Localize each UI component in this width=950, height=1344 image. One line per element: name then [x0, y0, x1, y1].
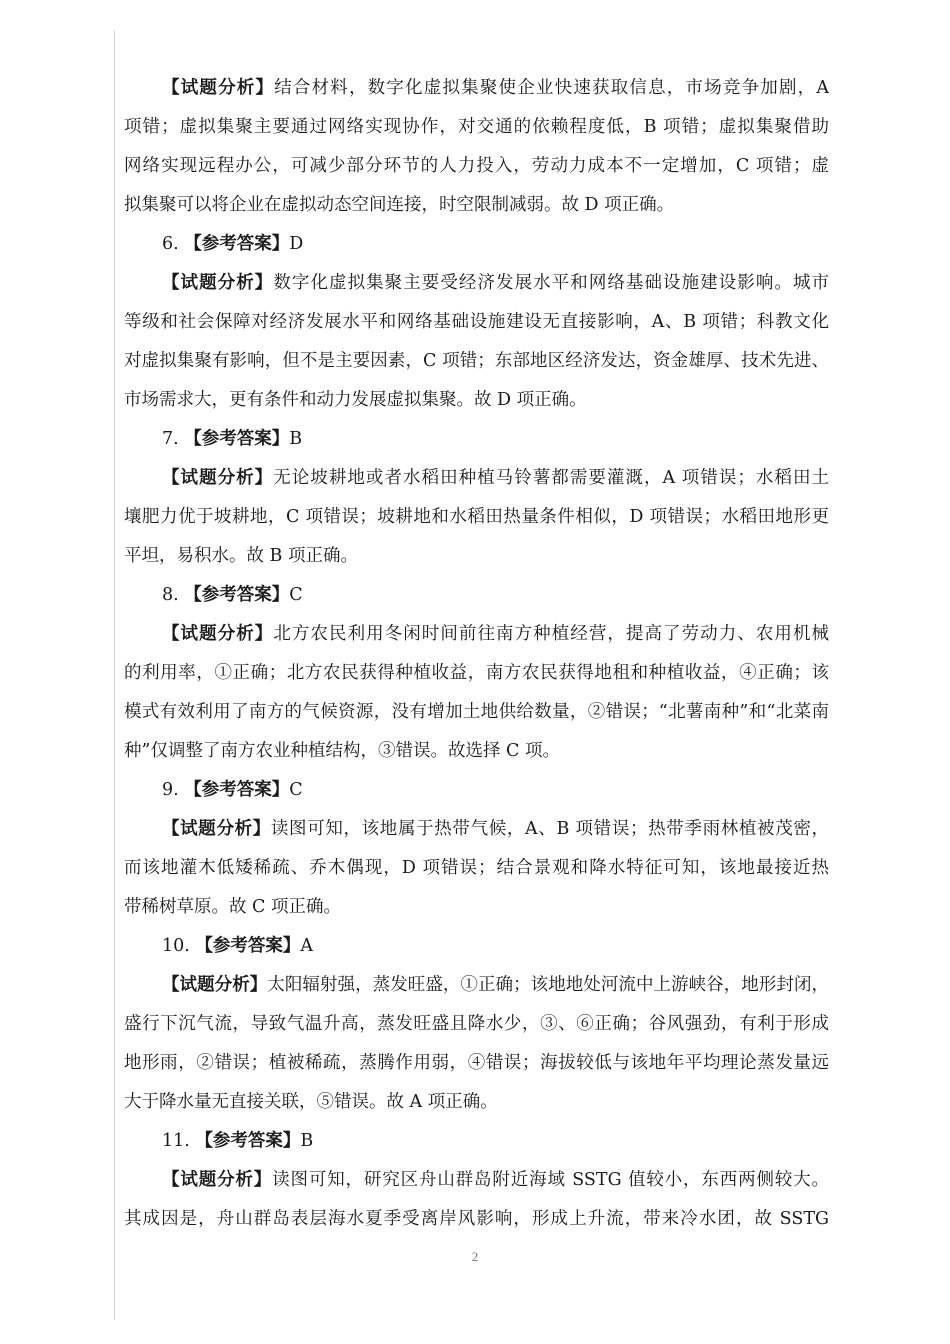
question-number: 9. [162, 780, 179, 800]
answer-line [124, 225, 829, 264]
answer-value: B [289, 429, 303, 449]
analysis-text: 地形雨，②错误；植被稀疏，蒸腾作用弱，④错误；海拔较低与该地年平均理论蒸发量远 [124, 1053, 829, 1073]
answer-line [124, 927, 829, 966]
analysis-line [124, 966, 829, 1005]
analysis-line [124, 459, 829, 498]
answer-value: C [289, 585, 303, 605]
analysis-text: 其成因是，舟山群岛表层海水夏季受离岸风影响，形成上升流，带来冷水团，故 SSTG [124, 1209, 829, 1229]
analysis-label: 【试题分析】 [162, 624, 274, 644]
analysis-text: 拟集聚可以将企业在虚拟动态空间连接，时空限制减弱。故 D 项正确。 [124, 195, 675, 215]
answer-line [124, 1122, 829, 1161]
analysis-text: 而该地灌木低矮稀疏、乔木偶现，D 项错误；结合景观和降水特征可知，该地最接近热 [124, 858, 829, 878]
question-number: 8. [162, 585, 179, 605]
analysis-text: 读图可知，研究区舟山群岛附近海域 SSTG 值较小，东西两侧较大。 [272, 1170, 829, 1190]
analysis-text: 盛行下沉气流，导致气温升高，蒸发旺盛且降水少，③、⑥正确；谷风强劲，有利于形成 [124, 1014, 829, 1034]
analysis-text: 壤肥力优于坡耕地，C 项错误；坡耕地和水稻田热量条件相似，D 项错误；水稻田地形更 [124, 507, 829, 527]
answer-label: 【参考答案】 [184, 429, 290, 449]
analysis-line [124, 732, 829, 771]
analysis-label: 【试题分析】 [162, 975, 268, 995]
question-number: 7. [162, 429, 179, 449]
analysis-line [124, 264, 829, 303]
analysis-text: 模式有效利用了南方的气候资源，没有增加土地供给数量，②错误；“北薯南种”和“北菜南 [124, 702, 829, 722]
analysis-text: 项错；虚拟集聚主要通过网络实现协作，对交通的依赖程度低，B 项错；虚拟集聚借助 [124, 117, 829, 137]
analysis-line [124, 693, 829, 732]
analysis-text: 等级和社会保障对经济发展水平和网络基础设施建设无直接影响，A、B 项错；科教文化 [124, 312, 829, 332]
analysis-text: 种”仅调整了南方农业种植结构，③错误。故选择 C 项。 [124, 741, 560, 761]
question-number: 10. [162, 936, 190, 956]
analysis-text: 大于降水量无直接关联，⑤错误。故 A 项正确。 [124, 1092, 498, 1112]
answer-label: 【参考答案】 [184, 780, 290, 800]
answer-label: 【参考答案】 [184, 234, 290, 254]
analysis-line [124, 849, 829, 888]
analysis-label: 【试题分析】 [162, 78, 275, 98]
analysis-label: 【试题分析】 [162, 1170, 273, 1190]
answer-label: 【参考答案】 [195, 1131, 301, 1151]
answer-analysis-content [124, 69, 829, 1239]
answer-label: 【参考答案】 [184, 585, 290, 605]
page-margin-line [114, 30, 115, 1320]
answer-line [124, 771, 829, 810]
analysis-text: 太阳辐射强，蒸发旺盛，①正确；该地地处河流中上游峡谷，地形封闭， [267, 975, 829, 995]
analysis-line [124, 888, 829, 927]
question-number: 6. [162, 234, 179, 254]
analysis-line [124, 147, 829, 186]
analysis-text: 对虚拟集聚有影响，但不是主要因素，C 项错；东部地区经济发达，资金雄厚、技术先进、 [124, 351, 829, 371]
analysis-label: 【试题分析】 [162, 819, 271, 839]
analysis-line [124, 537, 829, 576]
analysis-line [124, 615, 829, 654]
analysis-line [124, 342, 829, 381]
analysis-line [124, 1200, 829, 1239]
analysis-line [124, 381, 829, 420]
analysis-text: 读图可知，该地属于热带气候，A、B 项错误；热带季雨林植被茂密， [270, 819, 829, 839]
answer-value: C [289, 780, 303, 800]
analysis-line [124, 303, 829, 342]
analysis-line [124, 810, 829, 849]
analysis-text: 带稀树草原。故 C 项正确。 [124, 897, 342, 917]
answer-value: D [289, 234, 304, 254]
answer-value: B [300, 1131, 314, 1151]
analysis-text: 北方农民利用冬闲时间前往南方种植经营，提高了劳动力、农用机械 [273, 624, 829, 644]
analysis-label: 【试题分析】 [162, 273, 274, 293]
analysis-text: 网络实现远程办公，可减少部分环节的人力投入，劳动力成本不一定增加，C 项错；虚 [124, 156, 829, 176]
analysis-line [124, 186, 829, 225]
question-number: 11. [162, 1131, 190, 1151]
analysis-text: 平坦，易积水。故 B 项正确。 [124, 546, 358, 566]
analysis-text: 无论坡耕地或者水稻田种植马铃薯都需要灌溉，A 项错误；水稻田土 [273, 468, 829, 488]
answer-line [124, 576, 829, 615]
answer-label: 【参考答案】 [195, 936, 301, 956]
analysis-line [124, 1083, 829, 1122]
analysis-line [124, 1044, 829, 1083]
analysis-text: 的利用率，①正确；北方农民获得种植收益，南方农民获得地租和种植收益，④正确；该 [124, 663, 829, 683]
analysis-line [124, 1005, 829, 1044]
answer-value: A [300, 936, 314, 956]
analysis-line [124, 654, 829, 693]
analysis-text: 市场需求大，更有条件和动力发展虚拟集聚。故 D 项正确。 [124, 390, 587, 410]
analysis-text: 数字化虚拟集聚主要受经济发展水平和网络基础设施建设影响。城市 [273, 273, 829, 293]
page-number: 2 [471, 1249, 479, 1264]
analysis-line [124, 1161, 829, 1200]
answer-line [124, 420, 829, 459]
analysis-line [124, 108, 829, 147]
analysis-label: 【试题分析】 [162, 468, 274, 488]
analysis-line [124, 498, 829, 537]
analysis-text: 结合材料，数字化虚拟集聚使企业快速获取信息，市场竞争加剧，A [274, 78, 829, 98]
analysis-line [124, 69, 829, 108]
